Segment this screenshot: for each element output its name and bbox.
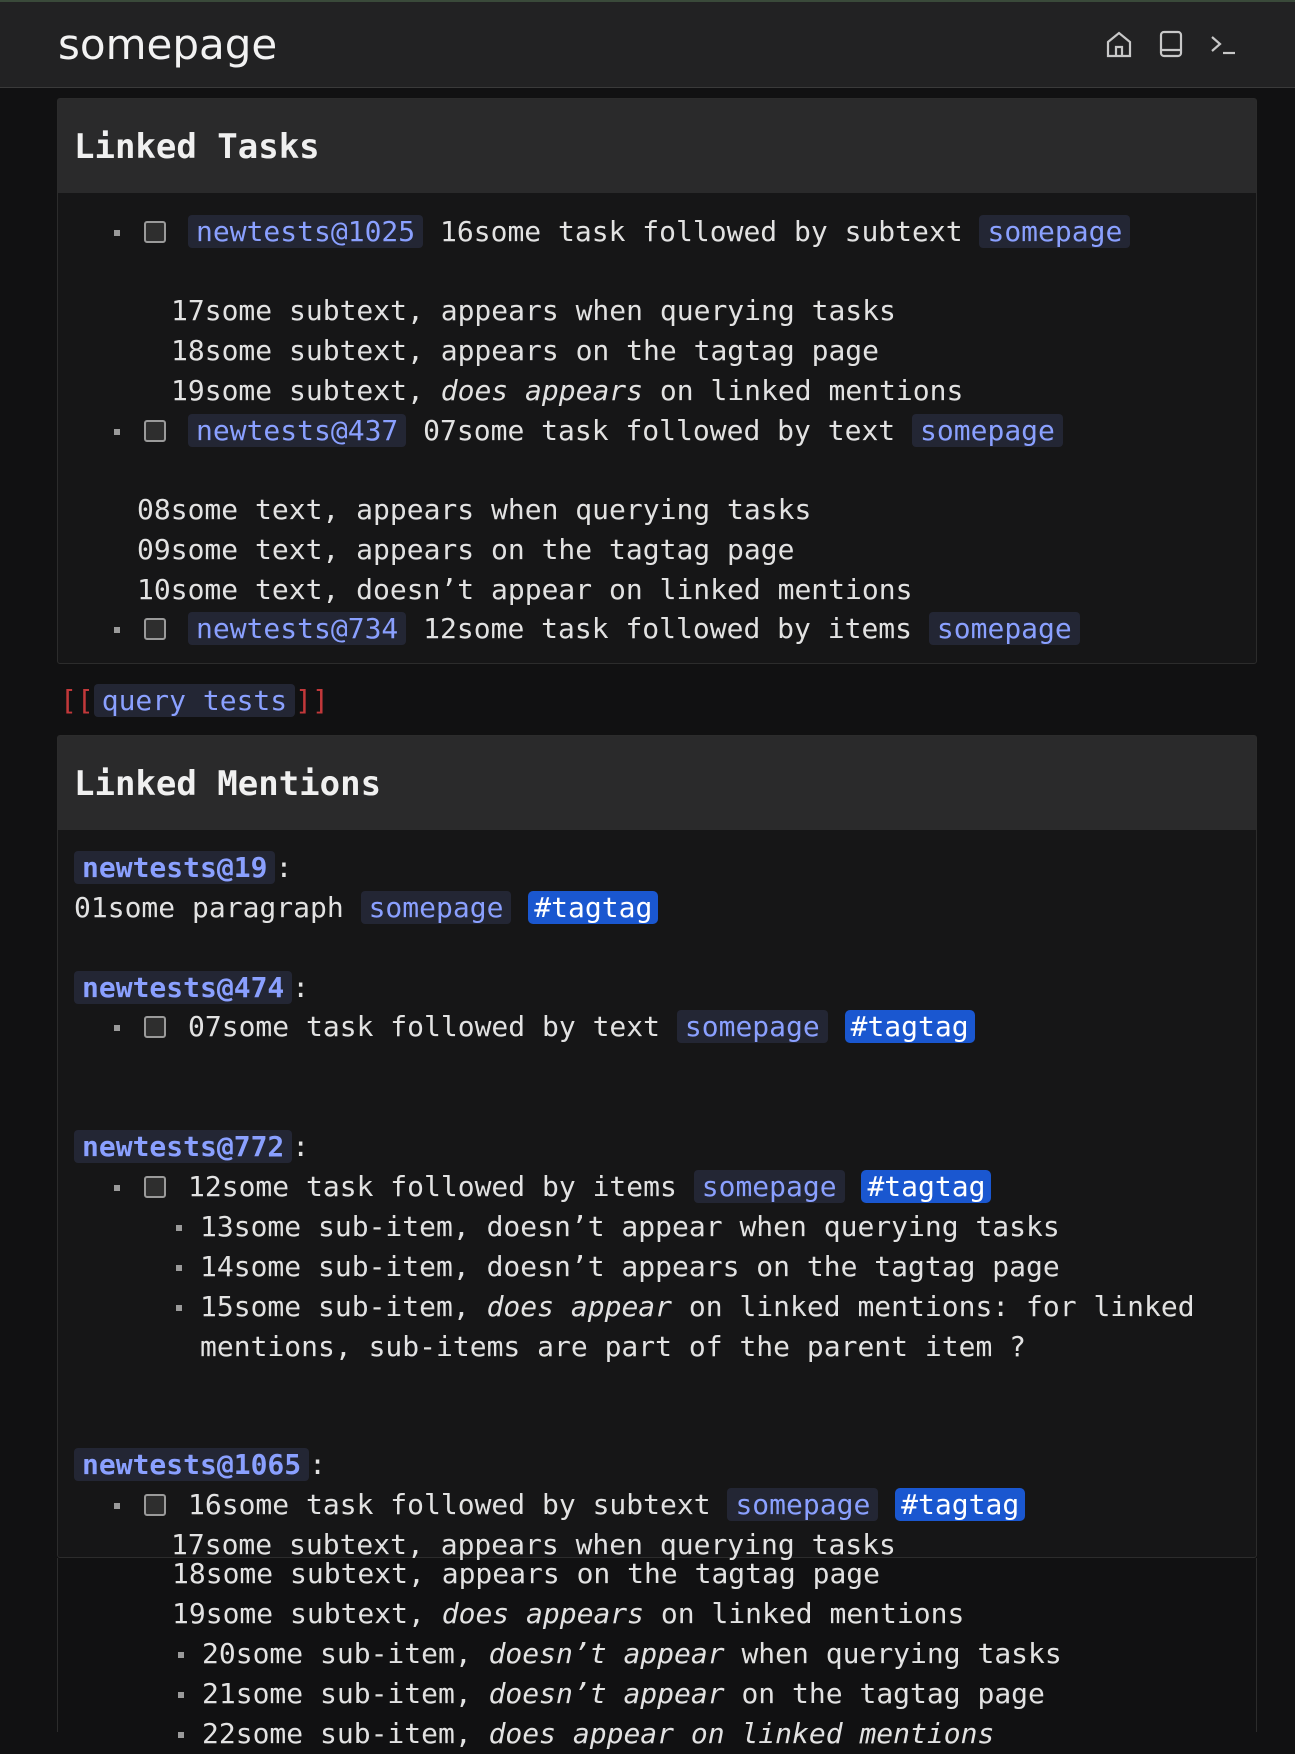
tag-link[interactable]: #tagtag bbox=[845, 1010, 975, 1043]
mention-header bbox=[74, 1127, 309, 1167]
task-item bbox=[188, 1485, 1025, 1525]
task-item bbox=[188, 212, 1130, 252]
sub-item bbox=[200, 1287, 1195, 1327]
text-span: 15some sub-item, bbox=[200, 1290, 470, 1323]
emphasis-text: does appear bbox=[486, 1290, 673, 1323]
block-ref-link[interactable]: newtests@19 bbox=[74, 851, 275, 884]
tag-link[interactable]: #tagtag bbox=[528, 891, 658, 924]
terminal-icon[interactable] bbox=[1209, 28, 1237, 60]
block-ref-link[interactable]: newtests@734 bbox=[188, 612, 406, 645]
bullet bbox=[114, 1025, 120, 1031]
text-span: when querying tasks bbox=[741, 1637, 1062, 1670]
page-link[interactable]: somepage bbox=[979, 215, 1130, 248]
task-text: 12some task followed by items bbox=[423, 612, 913, 645]
colon: : bbox=[292, 1130, 310, 1163]
sub-item bbox=[202, 1714, 994, 1754]
text-span: on the tagtag page bbox=[741, 1677, 1045, 1710]
bullet bbox=[114, 1185, 120, 1191]
bullet bbox=[176, 1225, 182, 1231]
bullet bbox=[178, 1692, 184, 1698]
top-toolbar bbox=[1105, 28, 1237, 60]
colon: : bbox=[309, 1448, 327, 1481]
bullet bbox=[178, 1732, 184, 1738]
task-checkbox[interactable] bbox=[144, 221, 166, 243]
subtext-line: 17some subtext, appears when querying tasks bbox=[171, 1528, 896, 1561]
task-checkbox[interactable] bbox=[144, 1494, 166, 1516]
task-item bbox=[188, 1007, 975, 1047]
home-icon[interactable] bbox=[1105, 28, 1133, 60]
task-text: 16some task followed by subtext bbox=[440, 215, 963, 248]
task-checkbox[interactable] bbox=[144, 1016, 166, 1038]
sub-item: 13some sub-item, doesn’t appear when querying tasks bbox=[200, 1210, 1060, 1243]
emphasis-text: does appears bbox=[440, 374, 644, 407]
task-item bbox=[188, 1167, 991, 1207]
text-span: on linked mentions bbox=[659, 374, 964, 407]
page-title: somepage bbox=[58, 20, 278, 69]
linked-tasks-panel bbox=[57, 98, 1257, 664]
bullet bbox=[114, 429, 120, 435]
mention-paragraph bbox=[74, 888, 658, 928]
book-icon[interactable] bbox=[1157, 28, 1185, 60]
query-tests-link[interactable] bbox=[60, 681, 329, 721]
page-link[interactable]: somepage bbox=[912, 414, 1063, 447]
text-line: 09some text, appears on the tagtag page bbox=[137, 533, 795, 566]
page-link[interactable]: somepage bbox=[361, 891, 512, 924]
sub-item-continuation: mentions, sub-items are part of the parent item ? bbox=[200, 1330, 1027, 1363]
page-link[interactable]: somepage bbox=[929, 612, 1080, 645]
top-bar bbox=[0, 0, 1295, 88]
tag-link[interactable]: #tagtag bbox=[861, 1170, 991, 1203]
block-ref-link[interactable]: newtests@1065 bbox=[74, 1448, 309, 1481]
task-item bbox=[188, 609, 1080, 649]
bullet bbox=[176, 1305, 182, 1311]
task-checkbox[interactable] bbox=[144, 1176, 166, 1198]
block-ref-link[interactable]: newtests@772 bbox=[74, 1130, 292, 1163]
subtext-line: 17some subtext, appears when querying tasks bbox=[171, 294, 896, 327]
emphasis-text: does appears bbox=[441, 1597, 645, 1630]
subtext-line: 18some subtext, appears on the tagtag page bbox=[172, 1557, 881, 1590]
bullet bbox=[176, 1265, 182, 1271]
text-line: 10some text, doesn’t appear on linked mentions bbox=[137, 573, 913, 606]
paragraph-text: 01some paragraph bbox=[74, 891, 344, 924]
task-text: 07some task followed by text bbox=[423, 414, 896, 447]
emphasis-text: does appear on linked mentions bbox=[488, 1717, 995, 1750]
bullet bbox=[114, 230, 120, 236]
tag-link[interactable]: #tagtag bbox=[895, 1488, 1025, 1521]
colon: : bbox=[275, 851, 293, 884]
emphasis-text: doesn’t appear bbox=[488, 1677, 725, 1710]
mention-header bbox=[74, 848, 292, 888]
overflow-content bbox=[57, 1557, 1257, 1750]
text-span: 22some sub-item, bbox=[202, 1717, 472, 1750]
text-span: 19some subtext, bbox=[172, 1597, 425, 1630]
linked-tasks-title: Linked Tasks bbox=[58, 99, 1256, 193]
task-text: 07some task followed by text bbox=[188, 1010, 661, 1043]
colon: : bbox=[292, 971, 310, 1004]
text-span: 21some sub-item, bbox=[202, 1677, 472, 1710]
sub-item bbox=[202, 1634, 1062, 1674]
sub-item bbox=[202, 1674, 1045, 1714]
link-bracket-close: ]] bbox=[295, 684, 329, 717]
task-item bbox=[188, 411, 1063, 451]
bullet bbox=[114, 627, 120, 633]
text-span: 20some sub-item, bbox=[202, 1637, 472, 1670]
bullet bbox=[178, 1652, 184, 1658]
task-checkbox[interactable] bbox=[144, 618, 166, 640]
subtext-line bbox=[171, 371, 963, 411]
query-tests-label[interactable]: query tests bbox=[94, 684, 295, 717]
subtext-line bbox=[172, 1594, 964, 1634]
link-bracket-open: [[ bbox=[60, 684, 94, 717]
page-link[interactable]: somepage bbox=[694, 1170, 845, 1203]
bullet bbox=[114, 1503, 120, 1509]
task-text: 12some task followed by items bbox=[188, 1170, 677, 1203]
linked-mentions-panel bbox=[57, 735, 1257, 1561]
block-ref-link[interactable]: newtests@437 bbox=[188, 414, 406, 447]
task-text: 16some task followed by subtext bbox=[188, 1488, 711, 1521]
text-line: 08some text, appears when querying tasks bbox=[137, 493, 812, 526]
text-span: 19some subtext, bbox=[171, 374, 424, 407]
subtext-line: 18some subtext, appears on the tagtag page bbox=[171, 334, 880, 367]
linked-mentions-title: Linked Mentions bbox=[58, 736, 1256, 830]
task-checkbox[interactable] bbox=[144, 420, 166, 442]
block-ref-link[interactable]: newtests@1025 bbox=[188, 215, 423, 248]
emphasis-text: doesn’t appear bbox=[488, 1637, 725, 1670]
mention-header bbox=[74, 1445, 326, 1485]
text-span: on linked mentions: for linked bbox=[688, 1290, 1195, 1323]
mention-header bbox=[74, 968, 309, 1008]
sub-item: 14some sub-item, doesn’t appears on the tagtag page bbox=[200, 1250, 1060, 1283]
page-link[interactable]: somepage bbox=[677, 1010, 828, 1043]
text-span: on linked mentions bbox=[660, 1597, 965, 1630]
block-ref-link[interactable]: newtests@474 bbox=[74, 971, 292, 1004]
page-link[interactable]: somepage bbox=[727, 1488, 878, 1521]
